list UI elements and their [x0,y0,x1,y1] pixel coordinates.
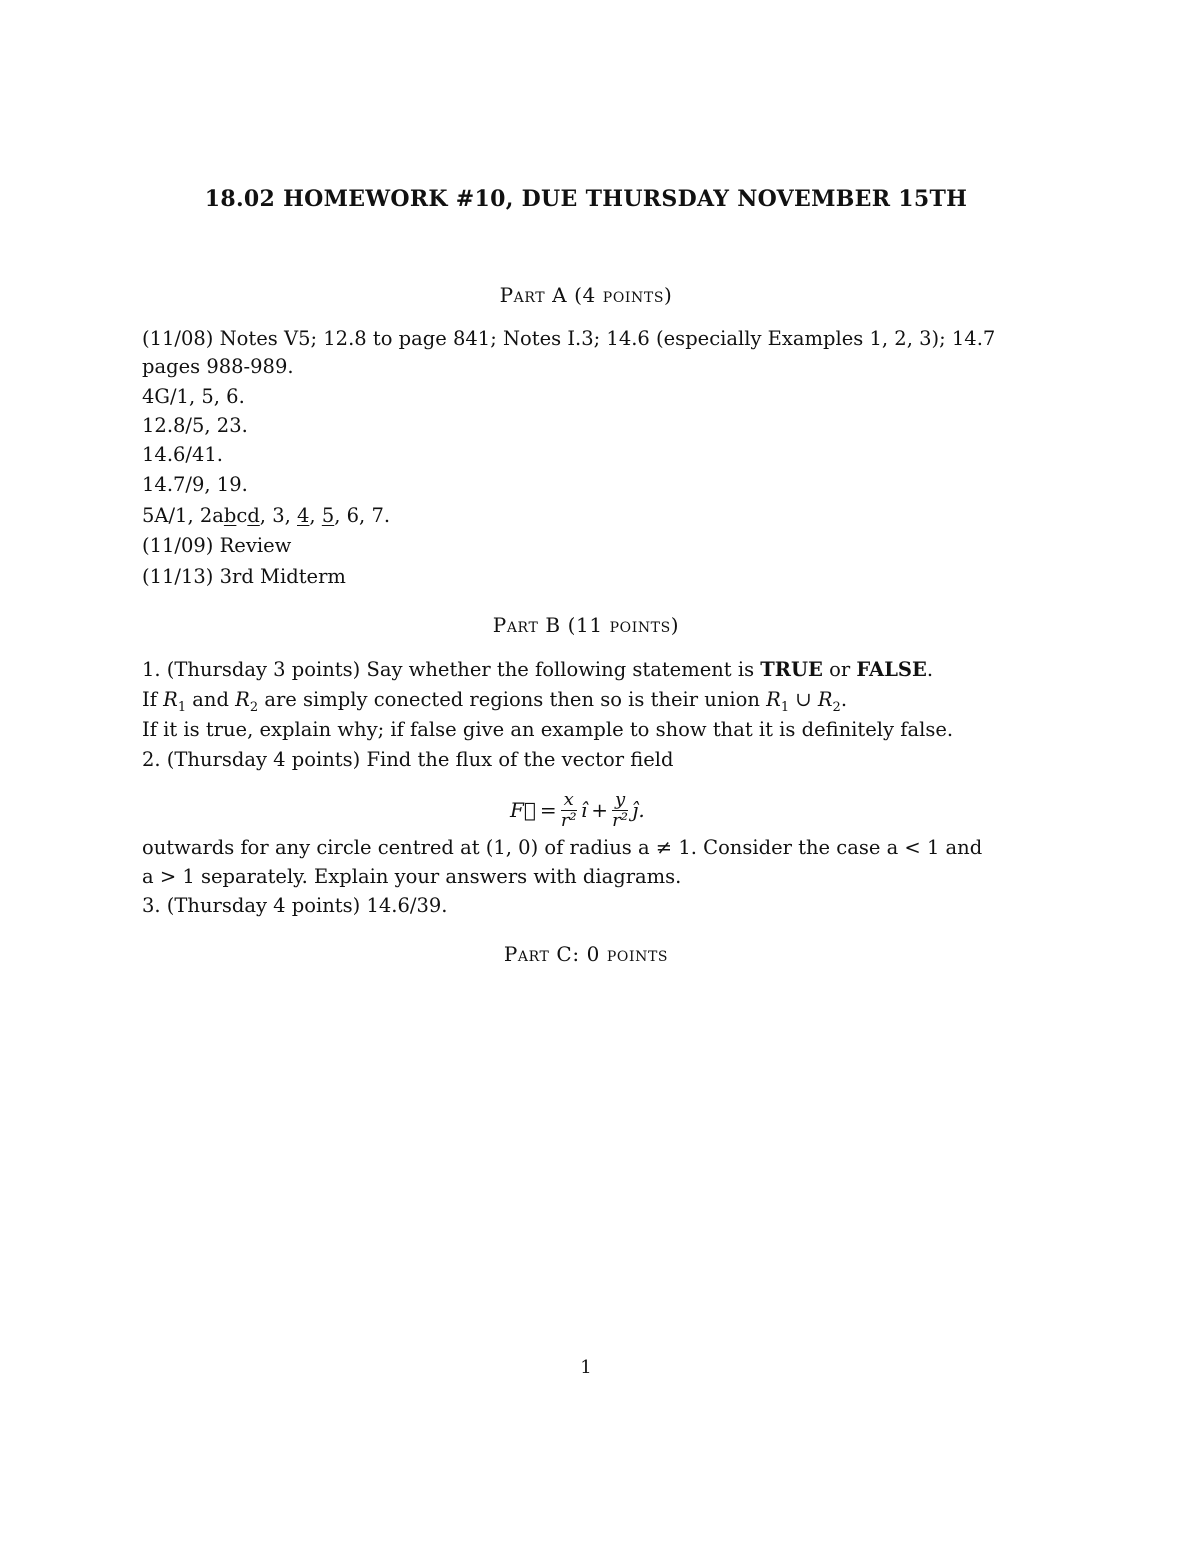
part-a-heading: Part A (4 points) [499,283,673,307]
part-a-midterm: (11/13) 3rd Midterm [142,565,346,588]
fraction-x: $\frac{x}{\text{r²}}$ [560,788,577,831]
part-a-line-3: 4G/1, 5, 6. [142,385,245,408]
problem-1-explain: If it is true, explain why; if false give an example to show that it is definitely false. [142,718,954,741]
fraction-y: $\frac{y}{\text{r²}}$ [612,788,628,831]
part-c-heading: Part C: 0 points [503,942,669,966]
part-a-line-5a: 5A/1, 2abcd, 3, 4, 5, 6, 7. [142,504,391,527]
problem-2-intro: 2. (Thursday 4 points) Find the flux of the vector field [142,748,674,771]
page-number: 1 [580,1357,592,1378]
page-title: 18.02 HOMEWORK #10, DUE THURSDAY NOVEMBER 15TH [204,186,968,212]
problem-2-text-1: outwards for any circle centred at (1, 0) of radius a ≠ 1. Consider the case a < 1 and [142,836,983,859]
part-a-line-6: 14.7/9, 19. [142,473,248,496]
part-a-line-4: 12.8/5, 23. [142,414,248,437]
part-b-heading: Part B (11 points) [492,613,680,637]
part-a-line-1: (11/08) Notes V5; 12.8 to page 841; Notes I.3; 14.6 (especially Examples 1, 2, 3); 14.7 [142,327,996,350]
problem-1-statement: If $R_1$ and $R_2$ are simply conected regions then so is their union $R_1$ ∪ $R_2$. [142,688,848,715]
problem-3: 3. (Thursday 4 points) 14.6/39. [142,894,448,917]
part-a-review: (11/09) Review [142,534,292,557]
part-a-line-5: 14.6/41. [142,443,223,466]
vector-field-formula: F⃗ = $\frac{x}{\text{r²}}$ î + $\frac{y}{\text{r²}}$ ĵ. [510,788,645,831]
problem-2-text-2: a > 1 separately. Explain your answers with diagrams. [142,865,682,888]
problem-1-intro: 1. (Thursday 3 points) Say whether the following statement is TRUE or FALSE. [142,658,934,681]
part-a-line-2: pages 988-989. [142,355,294,378]
